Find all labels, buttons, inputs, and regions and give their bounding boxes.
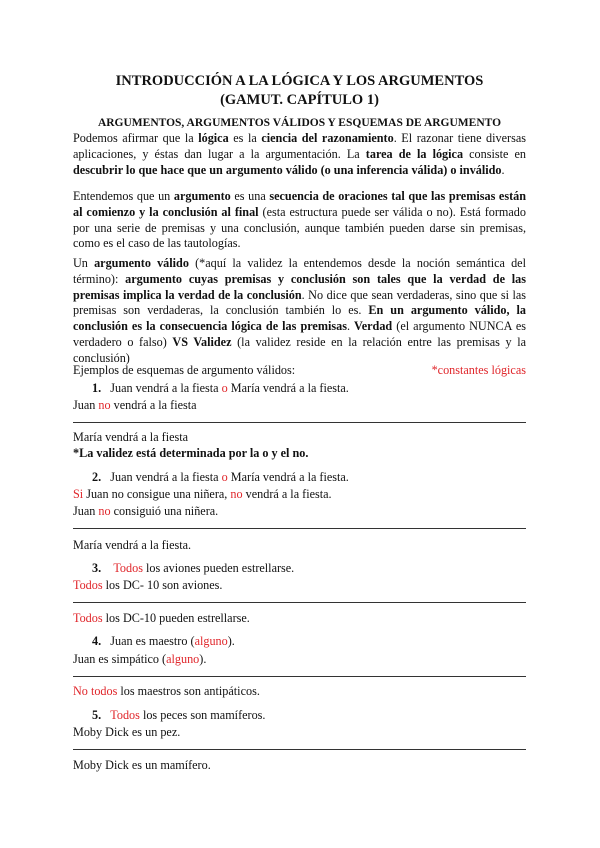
paragraph-valid-argument: Un argumento válido (*aquí la validez la entendemos desde la noción semántica del término): argumento cuyas premisas y conclusión son tales que la verdad de las premisas implica la verdad de la conclusión. No dice que sean verdaderas, sino que si las premisas son verdaderas, la conclusión también lo es. En un argumento válido, la conclusión es la consecuencia lógica de las premisas. Verdad (el argumento NUNCA es verdadero o falso) VS Validez (la validez reside en la relación entre las premisas y la conclusión) <box>73 256 527 365</box>
document-title-line1: INTRODUCCIÓN A LA LÓGICA Y LOS ARGUMENTOS <box>115 73 484 89</box>
example-5-conclusion: Moby Dick es un mamífero. <box>73 758 211 772</box>
example-3-premise-1: 3. Todos los aviones pueden estrellarse. <box>92 561 295 575</box>
example-1-note: *La validez está determinada por la o y el no. <box>73 446 309 460</box>
example-2-divider <box>73 528 526 529</box>
example-3-conclusion: Todos los DC-10 pueden estrellarse. <box>73 611 250 625</box>
example-5-divider <box>73 749 526 750</box>
example-5-premise-2: Moby Dick es un pez. <box>73 725 181 739</box>
document-title-line2: (GAMUT. CAPÍTULO 1) <box>220 92 379 108</box>
example-2-premise-2: Si Juan no consigue una niñera, no vendrá a la fiesta. <box>73 487 332 501</box>
example-5-premise-1: 5. Todos los peces son mamíferos. <box>92 708 266 722</box>
example-2-premise-1: 2. Juan vendrá a la fiesta o María vendrá a la fiesta. <box>92 470 349 484</box>
example-4-conclusion: No todos los maestros son antipáticos. <box>73 684 260 698</box>
example-4-premise-1: 4. Juan es maestro (alguno). <box>92 634 235 648</box>
example-2-premise-3: Juan no consiguió una niñera. <box>73 504 219 518</box>
example-3-premise-2: Todos los DC- 10 son aviones. <box>73 578 223 592</box>
paragraph-logic-definition: Podemos afirmar que la lógica es la ciencia del razonamiento. El razonar tiene diversas aplicaciones, y éstas dan lugar a la argumentación. La tarea de la lógica consiste en descubrir lo que hace que un argumento válido (o una inferencia válida) o inválido. <box>73 131 526 177</box>
paragraph-argument-definition: Entendemos que un argumento es una secuencia de oraciones tal que las premisas están al comienzo y la conclusión al final (esta estructura puede ser válida o no). Está formado por una serie de premisas y una conclusión, aunque también pueden darse sin premisas, como es el caso de las tautologías. <box>73 189 527 251</box>
example-2-conclusion: María vendrá a la fiesta. <box>73 538 192 552</box>
example-3-divider <box>73 602 526 603</box>
example-1-divider <box>73 422 526 423</box>
example-1-premise-1: 1. Juan vendrá a la fiesta o María vendrá a la fiesta. <box>92 381 349 395</box>
example-1-premise-2: Juan no vendrá a la fiesta <box>73 398 197 412</box>
example-4-divider <box>73 676 526 677</box>
examples-heading: Ejemplos de esquemas de argumento válidos: <box>73 363 296 377</box>
logical-constants-note: *constantes lógicas <box>431 363 526 377</box>
example-4-premise-2: Juan es simpático (alguno). <box>73 652 207 666</box>
example-1-conclusion: María vendrá a la fiesta <box>73 430 189 444</box>
section-subtitle: ARGUMENTOS, ARGUMENTOS VÁLIDOS Y ESQUEMAS DE ARGUMENTO <box>97 117 502 129</box>
